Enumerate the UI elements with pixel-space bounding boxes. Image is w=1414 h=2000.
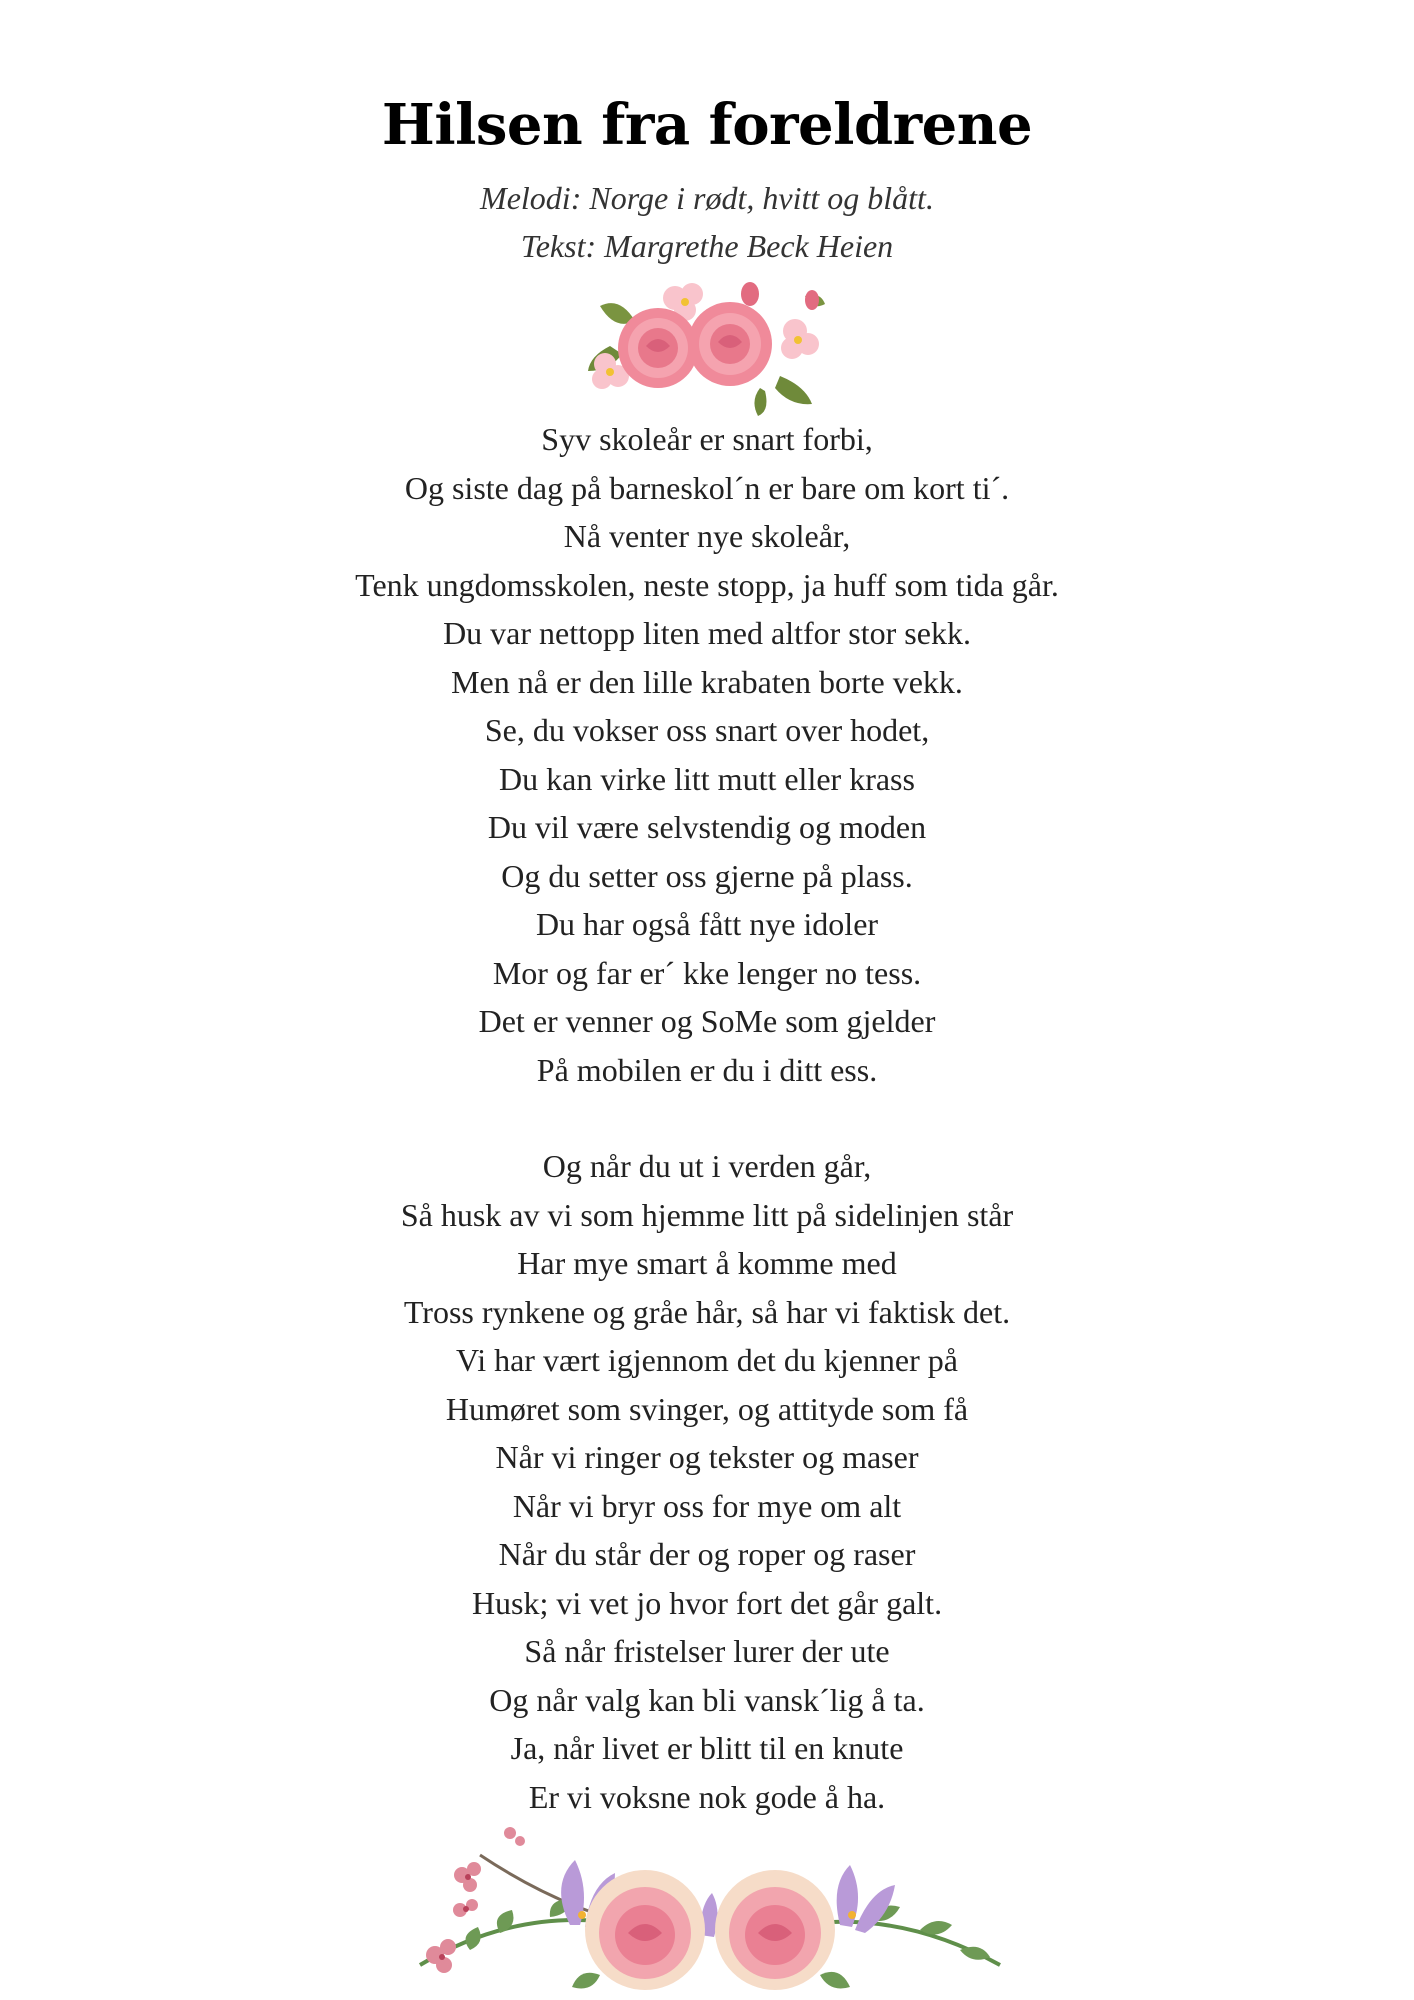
verse-line: Og siste dag på barneskol´n er bare om kort ti´. [404,469,1010,506]
verse-line: Og når du ut i verden går, [542,1148,872,1184]
page-title: Hilsen fra foreldrene [381,92,1033,158]
verse-line: Mor og far er´ kke lenger no tess. [492,954,922,991]
verse-line: Er vi voksne nok gode å ha. [528,1778,886,1815]
verse-line: Når du står der og roper og raser [498,1536,916,1572]
verse-line: Så når fristelser lurer der ute [524,1633,890,1669]
verse-line: Humøret som svinger, og attityde som få [445,1390,969,1427]
verse-line: Og når valg kan bli vansk´lig å ta. [489,1681,925,1718]
verse-one [0,415,1414,1094]
verse-line: Når vi ringer og tekster og maser [495,1439,919,1475]
verse-line: Tenk ungdomsskolen, neste stopp, ja huff som tida går. [355,566,1059,603]
verse-line: Så husk av vi som hjemme litt på sidelinjen står [400,1196,1014,1233]
verse-line: Ja, når livet er blitt til en knute [510,1730,904,1766]
verse-line: Tross rynkene og gråe hår, så har vi faktisk det. [403,1293,1011,1330]
verse-line: Nå venter nye skoleår, [563,518,851,554]
verse-line: Og du setter oss gjerne på plass. [501,857,913,894]
verse-line: Du har også fått nye idoler [535,906,879,942]
verse-line: Har mye smart å komme med [517,1245,897,1281]
verse-line: Husk; vi vet jo hvor fort det går galt. [471,1584,943,1621]
rose-bouquet-icon [580,276,830,416]
verse-two [0,1142,1414,1821]
floral-garland-icon [400,1815,1020,2000]
verse-line: Men nå er den lille krabaten borte vekk. [451,663,963,700]
verse-line: På mobilen er du i ditt ess. [536,1051,878,1088]
verse-line: Du kan virke litt mutt eller krass [499,760,915,797]
verse-line: Vi har vært igjennom det du kjenner på [456,1342,958,1378]
verse-line: Når vi bryr oss for mye om alt [512,1487,902,1524]
verse-line: Se, du vokser oss snart over hodet, [484,712,930,748]
verse-line: Du var nettopp liten med altfor stor sekk. [443,615,971,651]
author-credit: Tekst: Margrethe Beck Heien [520,228,894,264]
melody-credit: Melodi: Norge i rødt, hvitt og blått. [480,180,934,216]
verse-line: Du vil være selvstendig og moden [487,809,927,845]
verse-line: Syv skoleår er snart forbi, [541,421,873,457]
verse-line: Det er venner og SoMe som gjelder [478,1003,936,1039]
